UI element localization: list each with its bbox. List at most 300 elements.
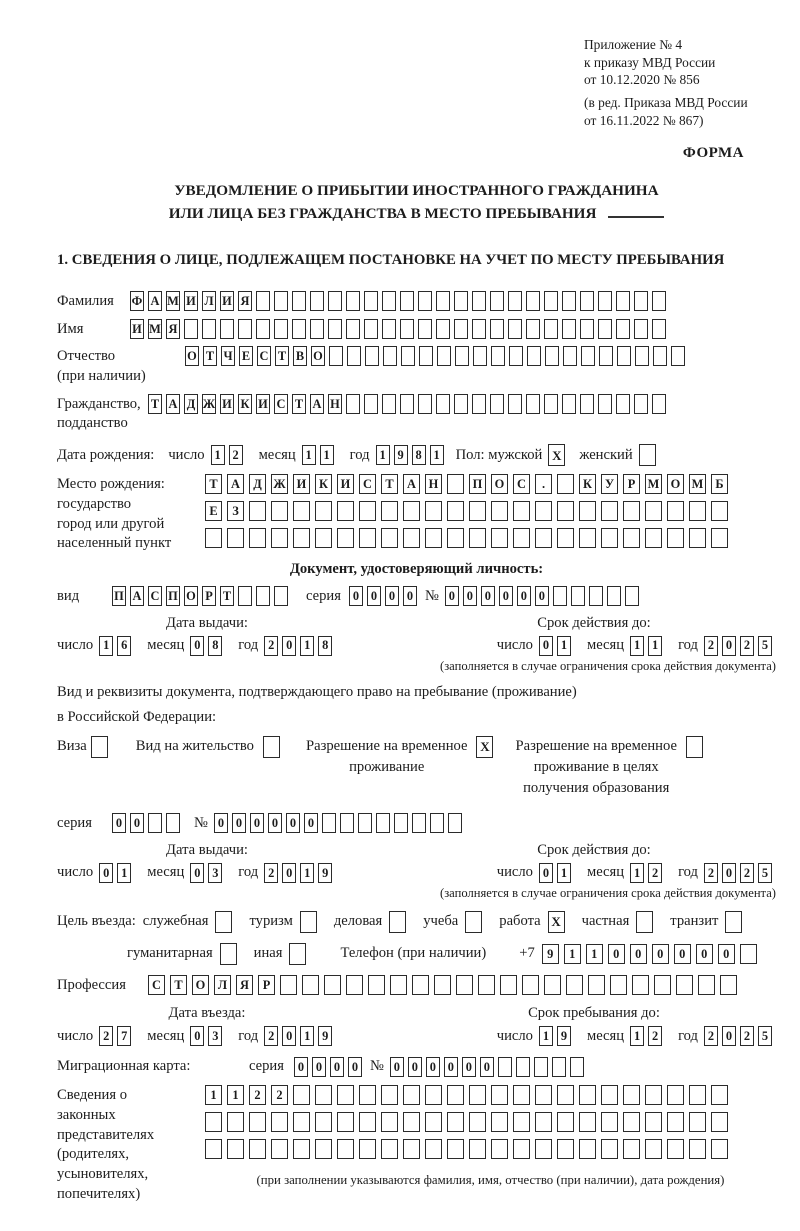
- char-box[interactable]: [645, 1112, 662, 1132]
- char-box[interactable]: [289, 943, 306, 965]
- char-box[interactable]: [589, 586, 603, 606]
- char-box[interactable]: [403, 1112, 420, 1132]
- char-box[interactable]: 0: [535, 586, 549, 606]
- char-box[interactable]: [598, 291, 612, 311]
- char-box[interactable]: [220, 319, 234, 339]
- char-box[interactable]: 3: [208, 863, 222, 883]
- char-box[interactable]: 0: [403, 586, 417, 606]
- char-box[interactable]: [389, 911, 406, 933]
- char-box[interactable]: [711, 528, 728, 548]
- char-box[interactable]: [256, 291, 270, 311]
- char-box[interactable]: М: [166, 291, 180, 311]
- char-box[interactable]: [711, 1112, 728, 1132]
- char-box[interactable]: [689, 1112, 706, 1132]
- char-box[interactable]: [508, 394, 522, 414]
- char-box[interactable]: [607, 586, 621, 606]
- char-box[interactable]: 3: [208, 1026, 222, 1046]
- char-box[interactable]: [364, 394, 378, 414]
- char-box[interactable]: [358, 813, 372, 833]
- char-box[interactable]: 0: [480, 1057, 494, 1077]
- char-box[interactable]: [634, 394, 648, 414]
- char-box[interactable]: [689, 501, 706, 521]
- char-box[interactable]: [447, 501, 464, 521]
- char-box[interactable]: 0: [190, 636, 204, 656]
- char-box[interactable]: [376, 813, 390, 833]
- char-box[interactable]: [394, 813, 408, 833]
- char-box[interactable]: К: [238, 394, 252, 414]
- char-box[interactable]: И: [337, 474, 354, 494]
- char-box[interactable]: [437, 346, 451, 366]
- char-box[interactable]: [337, 1112, 354, 1132]
- char-box[interactable]: [454, 291, 468, 311]
- char-box[interactable]: [601, 528, 618, 548]
- char-box[interactable]: О: [311, 346, 325, 366]
- char-box[interactable]: [616, 319, 630, 339]
- char-box[interactable]: [436, 394, 450, 414]
- char-box[interactable]: [419, 346, 433, 366]
- char-box[interactable]: [364, 319, 378, 339]
- char-box[interactable]: Д: [249, 474, 266, 494]
- char-box[interactable]: 0: [445, 586, 459, 606]
- char-box[interactable]: [616, 291, 630, 311]
- char-box[interactable]: [676, 975, 693, 995]
- char-box[interactable]: [401, 346, 415, 366]
- char-box[interactable]: [337, 1139, 354, 1159]
- char-box[interactable]: [322, 813, 336, 833]
- char-box[interactable]: [508, 291, 522, 311]
- char-box[interactable]: А: [130, 586, 144, 606]
- char-box[interactable]: Е: [205, 501, 222, 521]
- char-box[interactable]: [522, 975, 539, 995]
- char-box[interactable]: [581, 346, 595, 366]
- char-box[interactable]: [535, 1085, 552, 1105]
- char-box[interactable]: Б: [711, 474, 728, 494]
- char-box[interactable]: [383, 346, 397, 366]
- char-box[interactable]: 1: [300, 636, 314, 656]
- char-box[interactable]: [667, 1112, 684, 1132]
- char-box[interactable]: 1: [430, 445, 444, 465]
- char-box[interactable]: [425, 501, 442, 521]
- char-box[interactable]: [535, 1112, 552, 1132]
- char-box[interactable]: [293, 1139, 310, 1159]
- char-box[interactable]: [455, 346, 469, 366]
- char-box[interactable]: [447, 1139, 464, 1159]
- char-box[interactable]: [557, 1112, 574, 1132]
- char-box[interactable]: И: [256, 394, 270, 414]
- char-box[interactable]: [469, 528, 486, 548]
- char-box[interactable]: X: [548, 911, 565, 933]
- char-box[interactable]: К: [315, 474, 332, 494]
- char-box[interactable]: [711, 1085, 728, 1105]
- char-box[interactable]: 0: [722, 636, 736, 656]
- char-box[interactable]: [508, 319, 522, 339]
- char-box[interactable]: 0: [214, 813, 228, 833]
- char-box[interactable]: [571, 586, 585, 606]
- char-box[interactable]: [329, 346, 343, 366]
- char-box[interactable]: 2: [704, 636, 718, 656]
- char-box[interactable]: Т: [292, 394, 306, 414]
- char-box[interactable]: [513, 1112, 530, 1132]
- char-box[interactable]: [382, 319, 396, 339]
- char-box[interactable]: [249, 1139, 266, 1159]
- char-box[interactable]: 1: [630, 1026, 644, 1046]
- char-box[interactable]: Я: [166, 319, 180, 339]
- char-box[interactable]: 1: [300, 863, 314, 883]
- char-box[interactable]: 5: [758, 1026, 772, 1046]
- char-box[interactable]: [490, 394, 504, 414]
- char-box[interactable]: [381, 501, 398, 521]
- char-box[interactable]: У: [601, 474, 618, 494]
- char-box[interactable]: [516, 1057, 530, 1077]
- char-box[interactable]: [667, 1085, 684, 1105]
- char-box[interactable]: [472, 319, 486, 339]
- char-box[interactable]: [310, 291, 324, 311]
- char-box[interactable]: [202, 319, 216, 339]
- char-box[interactable]: [720, 975, 737, 995]
- char-box[interactable]: В: [293, 346, 307, 366]
- char-box[interactable]: [293, 501, 310, 521]
- char-box[interactable]: А: [227, 474, 244, 494]
- char-box[interactable]: 0: [718, 944, 735, 964]
- char-box[interactable]: [535, 528, 552, 548]
- char-box[interactable]: 1: [99, 636, 113, 656]
- char-box[interactable]: Т: [205, 474, 222, 494]
- char-box[interactable]: [513, 528, 530, 548]
- char-box[interactable]: [215, 911, 232, 933]
- char-box[interactable]: С: [359, 474, 376, 494]
- char-box[interactable]: 0: [190, 1026, 204, 1046]
- char-box[interactable]: [545, 346, 559, 366]
- char-box[interactable]: 1: [376, 445, 390, 465]
- char-box[interactable]: [280, 975, 297, 995]
- char-box[interactable]: [490, 319, 504, 339]
- char-box[interactable]: [498, 1057, 512, 1077]
- char-box[interactable]: [557, 501, 574, 521]
- char-box[interactable]: Л: [202, 291, 216, 311]
- char-box[interactable]: 2: [648, 863, 662, 883]
- char-box[interactable]: [337, 1085, 354, 1105]
- char-box[interactable]: Р: [623, 474, 640, 494]
- char-box[interactable]: 0: [294, 1057, 308, 1077]
- char-box[interactable]: 1: [211, 445, 225, 465]
- char-box[interactable]: [527, 346, 541, 366]
- char-box[interactable]: 0: [652, 944, 669, 964]
- char-box[interactable]: [315, 1139, 332, 1159]
- char-box[interactable]: 0: [112, 813, 126, 833]
- char-box[interactable]: [469, 1085, 486, 1105]
- char-box[interactable]: [645, 1139, 662, 1159]
- char-box[interactable]: 1: [320, 445, 334, 465]
- char-box[interactable]: 9: [542, 944, 559, 964]
- char-box[interactable]: [535, 501, 552, 521]
- char-box[interactable]: [636, 911, 653, 933]
- char-box[interactable]: [381, 528, 398, 548]
- char-box[interactable]: И: [130, 319, 144, 339]
- char-box[interactable]: [579, 1085, 596, 1105]
- char-box[interactable]: [491, 528, 508, 548]
- char-box[interactable]: [418, 319, 432, 339]
- char-box[interactable]: [346, 394, 360, 414]
- char-box[interactable]: [454, 394, 468, 414]
- char-box[interactable]: 2: [99, 1026, 113, 1046]
- char-box[interactable]: 0: [539, 863, 553, 883]
- char-box[interactable]: [579, 1112, 596, 1132]
- char-box[interactable]: [412, 975, 429, 995]
- char-box[interactable]: П: [166, 586, 180, 606]
- char-box[interactable]: [436, 291, 450, 311]
- char-box[interactable]: 0: [462, 1057, 476, 1077]
- char-box[interactable]: 6: [117, 636, 131, 656]
- char-box[interactable]: 2: [704, 1026, 718, 1046]
- char-box[interactable]: [227, 1112, 244, 1132]
- char-box[interactable]: 0: [282, 1026, 296, 1046]
- char-box[interactable]: [400, 394, 414, 414]
- char-box[interactable]: [711, 501, 728, 521]
- char-box[interactable]: 9: [394, 445, 408, 465]
- char-box[interactable]: [652, 291, 666, 311]
- char-box[interactable]: 0: [282, 863, 296, 883]
- char-box[interactable]: 2: [249, 1085, 266, 1105]
- char-box[interactable]: [610, 975, 627, 995]
- char-box[interactable]: [645, 501, 662, 521]
- char-box[interactable]: 5: [758, 636, 772, 656]
- char-box[interactable]: 0: [517, 586, 531, 606]
- char-box[interactable]: О: [185, 346, 199, 366]
- char-box[interactable]: 2: [271, 1085, 288, 1105]
- char-box[interactable]: [430, 813, 444, 833]
- char-box[interactable]: С: [148, 975, 165, 995]
- char-box[interactable]: [623, 1085, 640, 1105]
- char-box[interactable]: [381, 1139, 398, 1159]
- char-box[interactable]: [447, 528, 464, 548]
- char-box[interactable]: [227, 528, 244, 548]
- char-box[interactable]: [601, 1085, 618, 1105]
- char-box[interactable]: [557, 528, 574, 548]
- char-box[interactable]: Ж: [202, 394, 216, 414]
- char-box[interactable]: 1: [648, 636, 662, 656]
- char-box[interactable]: [447, 1085, 464, 1105]
- char-box[interactable]: [667, 1139, 684, 1159]
- char-box[interactable]: [271, 1139, 288, 1159]
- char-box[interactable]: [635, 346, 649, 366]
- char-box[interactable]: [263, 736, 280, 758]
- char-box[interactable]: [447, 474, 464, 494]
- char-box[interactable]: А: [310, 394, 324, 414]
- char-box[interactable]: [302, 975, 319, 995]
- char-box[interactable]: 0: [130, 813, 144, 833]
- char-box[interactable]: Л: [214, 975, 231, 995]
- char-box[interactable]: 2: [648, 1026, 662, 1046]
- char-box[interactable]: [563, 346, 577, 366]
- char-box[interactable]: 0: [630, 944, 647, 964]
- char-box[interactable]: [425, 1085, 442, 1105]
- char-box[interactable]: [653, 346, 667, 366]
- char-box[interactable]: [400, 319, 414, 339]
- char-box[interactable]: [469, 1112, 486, 1132]
- char-box[interactable]: [740, 944, 757, 964]
- char-box[interactable]: 0: [481, 586, 495, 606]
- char-box[interactable]: С: [257, 346, 271, 366]
- char-box[interactable]: [300, 911, 317, 933]
- char-box[interactable]: Я: [238, 291, 252, 311]
- char-box[interactable]: [562, 319, 576, 339]
- char-box[interactable]: [472, 394, 486, 414]
- char-box[interactable]: 5: [758, 863, 772, 883]
- char-box[interactable]: [562, 394, 576, 414]
- char-box[interactable]: [403, 528, 420, 548]
- char-box[interactable]: [365, 346, 379, 366]
- char-box[interactable]: [689, 1085, 706, 1105]
- char-box[interactable]: [667, 501, 684, 521]
- char-box[interactable]: Т: [275, 346, 289, 366]
- char-box[interactable]: [238, 586, 252, 606]
- char-box[interactable]: [725, 911, 742, 933]
- char-box[interactable]: [454, 319, 468, 339]
- char-box[interactable]: [456, 975, 473, 995]
- char-box[interactable]: Р: [258, 975, 275, 995]
- char-box[interactable]: [689, 1139, 706, 1159]
- char-box[interactable]: [689, 528, 706, 548]
- char-box[interactable]: [698, 975, 715, 995]
- char-box[interactable]: [601, 1112, 618, 1132]
- char-box[interactable]: [403, 1139, 420, 1159]
- char-box[interactable]: [491, 1139, 508, 1159]
- char-box[interactable]: [623, 1139, 640, 1159]
- char-box[interactable]: 1: [557, 636, 571, 656]
- char-box[interactable]: [469, 1139, 486, 1159]
- char-box[interactable]: [337, 501, 354, 521]
- char-box[interactable]: [509, 346, 523, 366]
- char-box[interactable]: 8: [208, 636, 222, 656]
- char-box[interactable]: Т: [170, 975, 187, 995]
- char-box[interactable]: .: [535, 474, 552, 494]
- char-box[interactable]: [513, 501, 530, 521]
- char-box[interactable]: [390, 975, 407, 995]
- char-box[interactable]: [359, 528, 376, 548]
- char-box[interactable]: [436, 319, 450, 339]
- char-box[interactable]: [491, 346, 505, 366]
- char-box[interactable]: [324, 975, 341, 995]
- char-box[interactable]: 1: [539, 1026, 553, 1046]
- char-box[interactable]: [337, 528, 354, 548]
- char-box[interactable]: О: [192, 975, 209, 995]
- char-box[interactable]: [205, 1112, 222, 1132]
- char-box[interactable]: 1: [300, 1026, 314, 1046]
- char-box[interactable]: О: [184, 586, 198, 606]
- char-box[interactable]: [570, 1057, 584, 1077]
- char-box[interactable]: [340, 813, 354, 833]
- char-box[interactable]: [544, 394, 558, 414]
- char-box[interactable]: [588, 975, 605, 995]
- char-box[interactable]: [359, 1139, 376, 1159]
- char-box[interactable]: [292, 291, 306, 311]
- char-box[interactable]: [292, 319, 306, 339]
- char-box[interactable]: 1: [302, 445, 316, 465]
- char-box[interactable]: [639, 444, 656, 466]
- char-box[interactable]: 0: [608, 944, 625, 964]
- char-box[interactable]: [347, 346, 361, 366]
- char-box[interactable]: 1: [586, 944, 603, 964]
- char-box[interactable]: [315, 1085, 332, 1105]
- char-box[interactable]: [472, 291, 486, 311]
- char-box[interactable]: 9: [557, 1026, 571, 1046]
- char-box[interactable]: [617, 346, 631, 366]
- char-box[interactable]: [579, 528, 596, 548]
- char-box[interactable]: [553, 586, 567, 606]
- char-box[interactable]: 2: [264, 1026, 278, 1046]
- char-box[interactable]: [382, 291, 396, 311]
- char-box[interactable]: X: [476, 736, 493, 758]
- char-box[interactable]: [293, 528, 310, 548]
- char-box[interactable]: [513, 1139, 530, 1159]
- char-box[interactable]: [249, 1112, 266, 1132]
- char-box[interactable]: [491, 501, 508, 521]
- char-box[interactable]: С: [513, 474, 530, 494]
- char-box[interactable]: [346, 291, 360, 311]
- char-box[interactable]: [598, 394, 612, 414]
- char-box[interactable]: М: [645, 474, 662, 494]
- char-box[interactable]: [418, 394, 432, 414]
- char-box[interactable]: [557, 1085, 574, 1105]
- char-box[interactable]: А: [148, 291, 162, 311]
- char-box[interactable]: 2: [740, 636, 754, 656]
- char-box[interactable]: [686, 736, 703, 758]
- char-box[interactable]: [256, 586, 270, 606]
- char-box[interactable]: [418, 291, 432, 311]
- char-box[interactable]: [403, 1085, 420, 1105]
- char-box[interactable]: [382, 394, 396, 414]
- char-box[interactable]: О: [667, 474, 684, 494]
- char-box[interactable]: [566, 975, 583, 995]
- char-box[interactable]: [526, 319, 540, 339]
- char-box[interactable]: 0: [385, 586, 399, 606]
- char-box[interactable]: [652, 319, 666, 339]
- char-box[interactable]: [166, 813, 180, 833]
- char-box[interactable]: 1: [227, 1085, 244, 1105]
- char-box[interactable]: [500, 975, 517, 995]
- char-box[interactable]: [557, 1139, 574, 1159]
- char-box[interactable]: [579, 501, 596, 521]
- char-box[interactable]: И: [293, 474, 310, 494]
- char-box[interactable]: [425, 528, 442, 548]
- char-box[interactable]: [448, 813, 462, 833]
- char-box[interactable]: 0: [232, 813, 246, 833]
- char-box[interactable]: [526, 394, 540, 414]
- char-box[interactable]: [249, 528, 266, 548]
- char-box[interactable]: 8: [412, 445, 426, 465]
- char-box[interactable]: [623, 528, 640, 548]
- char-box[interactable]: 1: [630, 863, 644, 883]
- char-box[interactable]: С: [274, 394, 288, 414]
- char-box[interactable]: [425, 1139, 442, 1159]
- char-box[interactable]: [667, 528, 684, 548]
- char-box[interactable]: [293, 1112, 310, 1132]
- char-box[interactable]: [645, 1085, 662, 1105]
- char-box[interactable]: 2: [264, 636, 278, 656]
- char-box[interactable]: Н: [328, 394, 342, 414]
- char-box[interactable]: [249, 501, 266, 521]
- char-box[interactable]: [447, 1112, 464, 1132]
- char-box[interactable]: [274, 319, 288, 339]
- char-box[interactable]: [227, 1139, 244, 1159]
- char-box[interactable]: Ф: [130, 291, 144, 311]
- char-box[interactable]: 0: [367, 586, 381, 606]
- char-box[interactable]: [632, 975, 649, 995]
- char-box[interactable]: Р: [202, 586, 216, 606]
- char-box[interactable]: 0: [99, 863, 113, 883]
- char-box[interactable]: [256, 319, 270, 339]
- char-box[interactable]: И: [220, 394, 234, 414]
